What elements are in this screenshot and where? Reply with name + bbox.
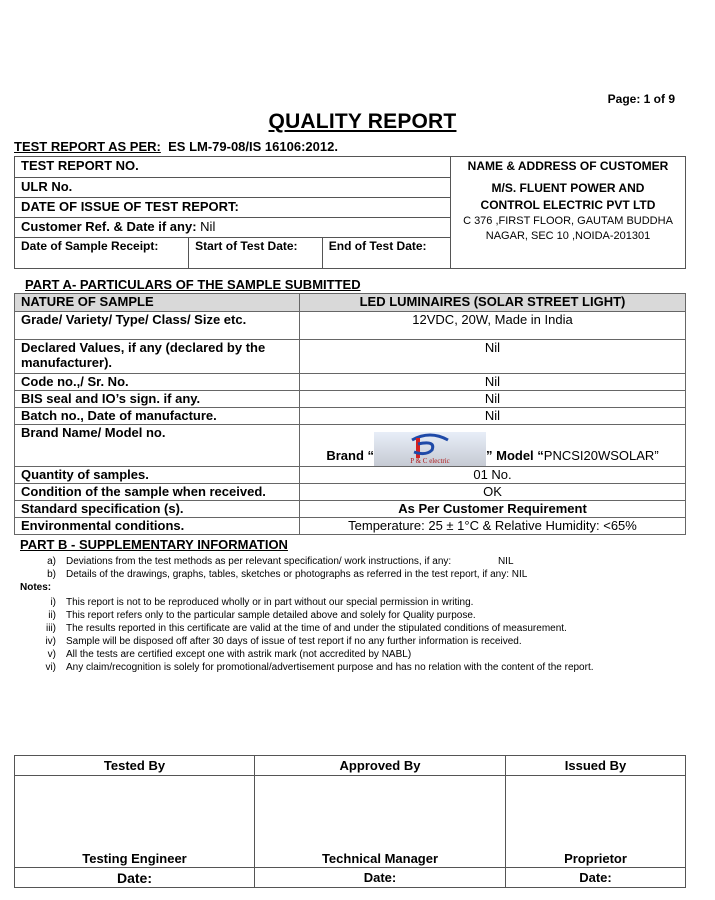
page-number: Page: 1 of 9 <box>607 92 675 106</box>
ulr-no: ULR No. <box>15 178 451 198</box>
test-report-no: TEST REPORT NO. <box>15 157 451 178</box>
row-label: NATURE OF SAMPLE <box>15 294 300 312</box>
row-value: Temperature: 25 ± 1°C & Relative Humidity: <65% <box>300 518 686 535</box>
row-value: Nil <box>300 391 686 408</box>
technical-manager: Technical Manager <box>255 776 506 868</box>
row-label: BIS seal and IO’s sign. if any. <box>15 391 300 408</box>
sample-particulars-table <box>14 293 686 535</box>
brand-prefix: Brand “ <box>326 448 374 463</box>
brand-logo-icon <box>374 432 486 466</box>
model-prefix: ” Model “ <box>486 448 544 463</box>
customer-ref-value: Nil <box>200 219 216 234</box>
date-of-issue: DATE OF ISSUE OF TEST REPORT: <box>15 198 451 218</box>
row-value: As Per Customer Requirement <box>300 501 686 518</box>
issued-by-header: Issued By <box>506 756 686 776</box>
row-label: Environmental conditions. <box>15 518 300 535</box>
row-label: Batch no., Date of manufacture. <box>15 408 300 425</box>
date-field: Date: <box>255 868 506 888</box>
customer-box <box>451 157 686 269</box>
row-label: Grade/ Variety/ Type/ Class/ Size etc. <box>15 312 300 340</box>
part-a-heading: PART A- PARTICULARS OF THE SAMPLE SUBMITTED <box>25 277 361 292</box>
report-info-table <box>14 156 686 269</box>
customer-ref-label: Customer Ref. & Date if any: <box>21 219 197 234</box>
row-value: Nil <box>300 374 686 391</box>
row-value: Nil <box>300 408 686 425</box>
page-title: QUALITY REPORT <box>268 110 457 133</box>
model-value: PNCSI20WSOLAR” <box>543 448 659 463</box>
list-item: b) Details of the drawings, graphs, tables, sketches or photographs as referred in the test report, if any: NIL <box>47 569 528 580</box>
customer-address-line2: NAGAR, SEC 10 ,NOIDA-201301 <box>485 230 651 242</box>
customer-name-line1: M/S. FLUENT POWER AND <box>491 181 645 195</box>
row-label: Code no.,/ Sr. No. <box>15 374 300 391</box>
start-test-date: Start of Test Date: <box>189 238 323 269</box>
approved-by-header: Approved By <box>255 756 506 776</box>
notes-label: Notes: <box>20 582 52 593</box>
note-item: i) This report is not to be reproduced wholly or in part without our special permission in writing. <box>50 597 474 608</box>
row-label: Condition of the sample when received. <box>15 484 300 501</box>
note-item: v) All the tests are certified except one with astrik mark (not accredited by NABL) <box>47 649 412 660</box>
test-standard-label: TEST REPORT AS PER: <box>14 139 161 154</box>
list-item: a) Deviations from the test methods as per relevant specification/ work instructions, if any: NIL <box>47 556 514 567</box>
row-label: Brand Name/ Model no. <box>15 425 300 467</box>
row-label: Quantity of samples. <box>15 467 300 484</box>
row-label: Standard specification (s). <box>15 501 300 518</box>
row-value: 01 No. <box>300 467 686 484</box>
note-item: iii) The results reported in this certificate are valid at the time of and under the stipulated conditions of measurement. <box>46 623 567 634</box>
testing-engineer: Testing Engineer <box>15 776 255 868</box>
customer-address-line1: C 376 ,FIRST FLOOR, GAUTAM BUDDHA <box>463 215 673 227</box>
date-field: Date: <box>506 868 686 888</box>
customer-name-line2: CONTROL ELECTRIC PVT LTD <box>480 198 656 212</box>
row-value: OK <box>300 484 686 501</box>
proprietor: Proprietor <box>506 776 686 868</box>
signature-table <box>14 755 686 888</box>
row-label: Declared Values, if any (declared by the manufacturer). <box>15 340 300 374</box>
part-b-heading: PART B - SUPPLEMENTARY INFORMATION <box>20 537 288 552</box>
tested-by-header: Tested By <box>15 756 255 776</box>
date-field: Date: <box>15 868 255 888</box>
end-test-date: End of Test Date: <box>322 238 450 269</box>
brand-logo <box>374 432 486 466</box>
customer-heading: NAME & ADDRESS OF CUSTOMER <box>467 159 669 173</box>
row-value: Nil <box>300 340 686 374</box>
test-standard-value: ES LM-79-08/IS 16106:2012. <box>168 139 338 154</box>
brand-logo-text: P & C electric <box>410 457 450 465</box>
brand-model-value <box>300 425 686 467</box>
test-standard <box>14 139 338 154</box>
note-item: vi) Any claim/recognition is solely for promotional/advertisement purpose and has no relation with the content of the report. <box>45 662 594 673</box>
row-value: LED LUMINAIRES (SOLAR STREET LIGHT) <box>300 294 686 312</box>
date-sample-receipt: Date of Sample Receipt: <box>15 238 189 269</box>
customer-ref <box>15 218 451 238</box>
note-item: iv) Sample will be disposed off after 30 days of issue of test report if no any further information is received. <box>45 636 522 647</box>
note-item: ii) This report refers only to the particular sample detailed above and solely for Quality purpose. <box>48 610 476 621</box>
row-value: 12VDC, 20W, Made in India <box>300 312 686 340</box>
